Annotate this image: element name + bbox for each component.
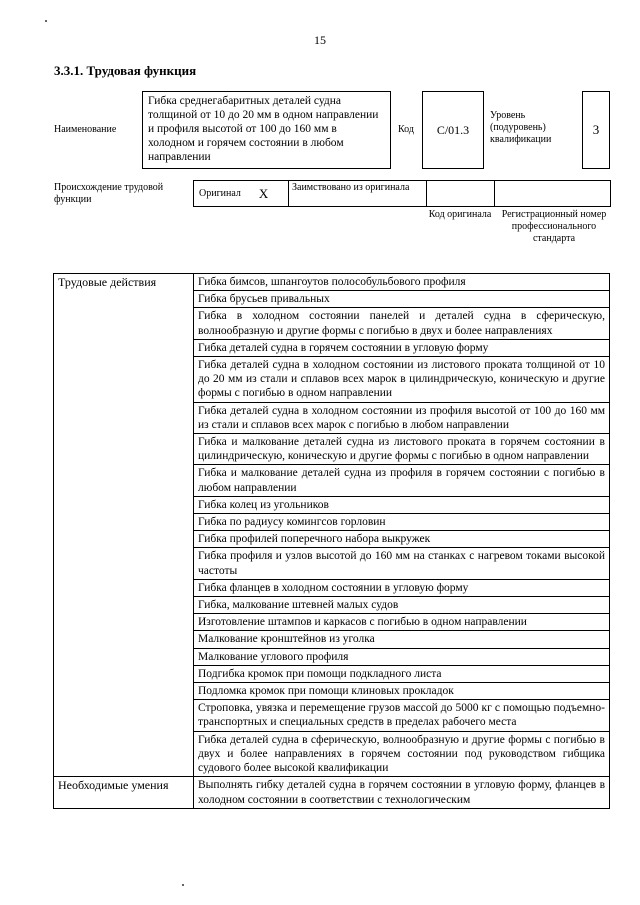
reg-number-cell — [495, 181, 610, 206]
level-label: Уровень (подуровень) квалификации — [490, 110, 552, 145]
labor-action-category: Трудовые действия — [54, 274, 194, 777]
labor-action-item: Гибка по радиусу комингсов горловин — [194, 514, 610, 531]
labor-action-item: Гибка и малкование деталей судна из профиля в горячем состоянии с погибью в любом направлении — [194, 465, 610, 496]
labor-action-item: Гибка, малкование штевней малых судов — [194, 597, 610, 614]
page-number: 15 — [314, 33, 326, 47]
origin-label: Происхождение трудовой функции — [54, 182, 164, 205]
reg-number-label: Регистрационный номер профессионального стандарта — [501, 209, 607, 244]
labor-action-item: Гибка в холодном состоянии панелей и деталей судна в сферическую, волнообразную и другие формы с погибью в двух и более направлениях — [194, 308, 610, 339]
original-code-cell — [427, 181, 495, 206]
code-original-label: Код оригинала — [428, 209, 492, 220]
origin-row — [193, 180, 611, 207]
level-value-box: 3 — [582, 91, 610, 169]
labor-action-item: Гибка деталей судна в сферическую, волнообразную и другие формы с погибью в двух и более направлениях в горячем состоянии под руководством гибщика судового более высокой квалификации — [194, 731, 610, 777]
code-value-box: C/01.3 — [422, 91, 484, 169]
skill-category: Необходимые умения — [54, 777, 194, 808]
original-cell — [194, 181, 289, 206]
labor-action-item: Малкование кронштейнов из уголка — [194, 631, 610, 648]
labor-action-item: Гибка профилей поперечного набора выкружек — [194, 531, 610, 548]
skill-item: Выполнять гибку деталей судна в горячем состоянии в угловую форму, фланцев в холодном состоянии в соответствии с технологическим — [194, 777, 610, 808]
labor-action-item: Гибка деталей судна в горячем состоянии в угловую форму — [194, 339, 610, 356]
table-row — [54, 777, 610, 808]
labor-action-item: Малкование углового профиля — [194, 648, 610, 665]
labor-action-item: Гибка деталей судна в холодном состоянии из листового проката толщиной от 10 до 20 мм из стали и сплавов всех марок в цилиндрическую, коническую и другие формы с погибью в одном направлении — [194, 357, 610, 403]
labor-action-item: Гибка фланцев в холодном состоянии в угловую форму — [194, 579, 610, 596]
scan-speck — [182, 884, 184, 886]
labor-action-item: Гибка деталей судна в холодном состоянии из профиля высотой от 100 до 160 мм из стали и сплавов всех марок с погибью в любом направлении — [194, 402, 610, 433]
borrowed-label: Заимствовано из оригинала — [289, 181, 427, 206]
scan-speck — [45, 20, 47, 22]
original-label: Оригинал — [199, 188, 241, 199]
labor-action-item: Гибка колец из угольников — [194, 496, 610, 513]
labor-action-item: Гибка и малкование деталей судна из листового проката в горячем состоянии в цилиндрическую, коническую и другие формы с погибью в одном направлении — [194, 434, 610, 465]
table-row — [54, 274, 610, 291]
labor-action-item: Гибка профиля и узлов высотой до 160 мм на станках с нагревом токами высокой частоты — [194, 548, 610, 579]
labor-action-item: Гибка брусьев привальных — [194, 291, 610, 308]
code-label: Код — [398, 124, 414, 135]
labor-action-item: Подломка кромок при помощи клиновых прокладок — [194, 683, 610, 700]
original-mark: X — [258, 185, 269, 201]
labor-action-item: Подгибка кромок при помощи подкладного листа — [194, 665, 610, 682]
labor-action-item: Изготовление штампов и каркасов с погибью в одном направлении — [194, 614, 610, 631]
function-name-box: Гибка среднегабаритных деталей судна толщиной от 10 до 20 мм в одном направлении и профиля высотой от 100 до 160 мм в холодном и горячем состоянии в любом направлении — [142, 91, 391, 169]
labor-action-item: Строповка, увязка и перемещение грузов массой до 5000 кг с помощью подъемно-транспортных и специальных средств в пределах рабочего места — [194, 700, 610, 731]
name-label: Наименование — [54, 124, 117, 135]
labor-function-table — [53, 273, 610, 809]
labor-action-item: Гибка бимсов, шпангоутов полособульбового профиля — [194, 274, 610, 291]
section-title: 3.3.1. Трудовая функция — [54, 63, 197, 78]
